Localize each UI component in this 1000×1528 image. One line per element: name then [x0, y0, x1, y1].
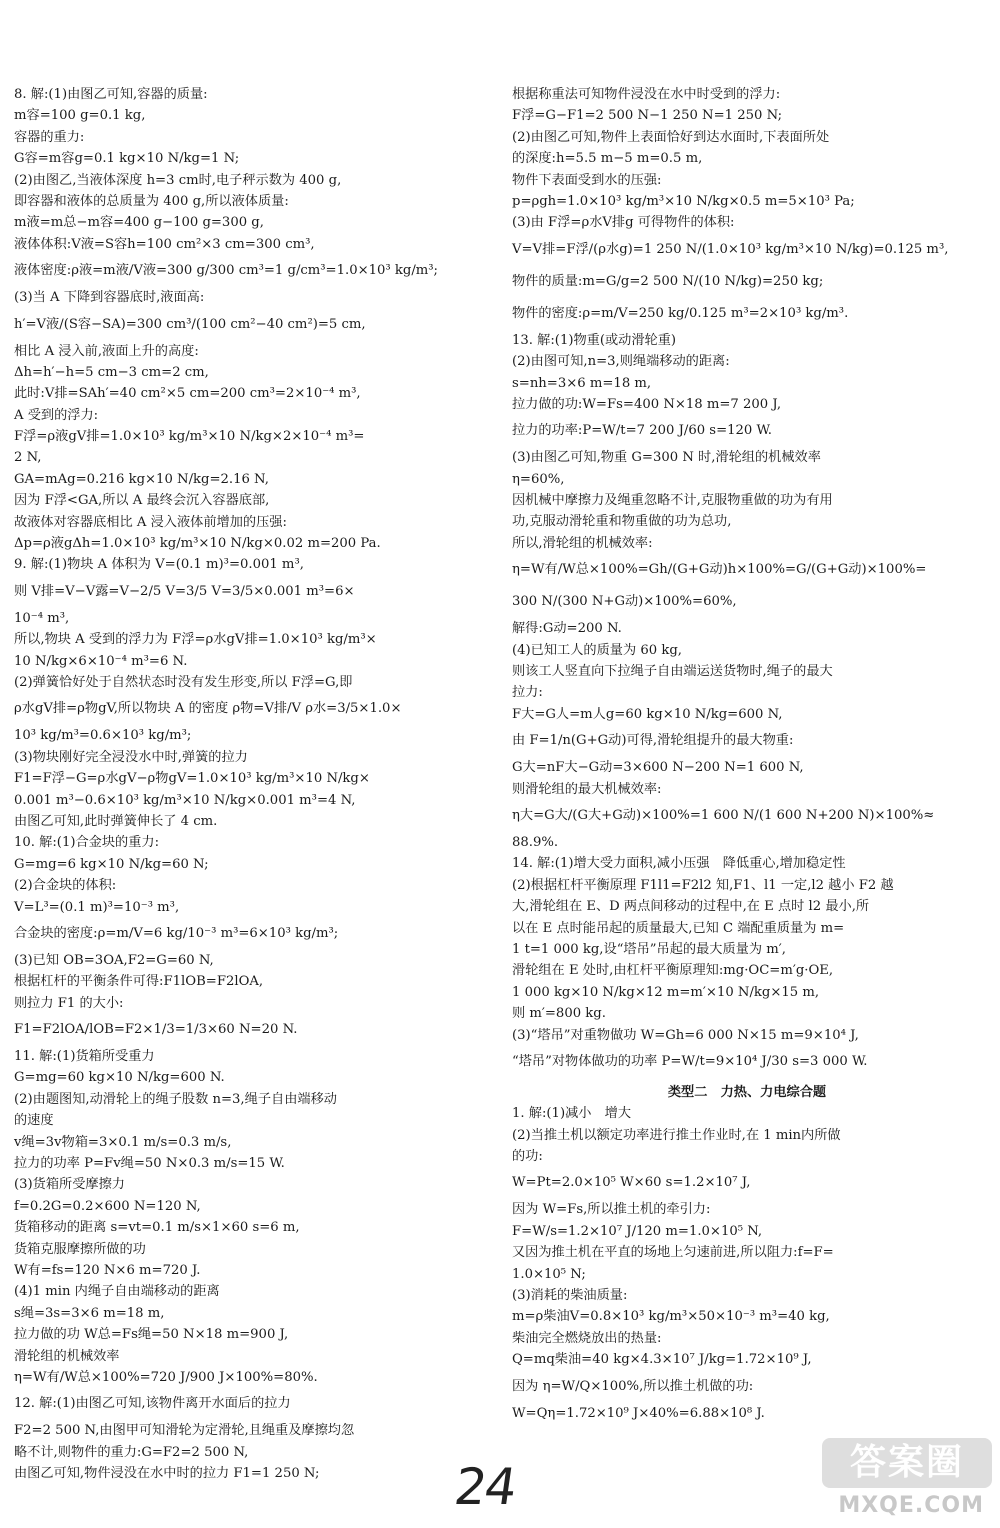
solution-line: v绳=3v物箱=3×0.1 m/s=0.3 m/s, [14, 1134, 232, 1150]
question-start-line: 8. 解:(1)由图乙可知,容器的质量: [14, 87, 208, 102]
solution-line: (3)由 F浮=ρ水V排g 可得物件的体积: [512, 215, 735, 231]
solution-line: ρ水gV排=ρ物gV,所以物块 A 的密度 ρ物=V排/V ρ水=3/5×1.0× [14, 701, 402, 717]
question-start-line: 1. 解:(1)减小 增大 [512, 1106, 632, 1122]
solution-line: h′=V液/(S容−SA)=300 cm³/(100 cm²−40 cm²)=5 cm, [14, 316, 366, 332]
solution-line: 类型二 力热、力电综合题 [667, 1084, 827, 1100]
solution-line: 则 m′=800 kg. [512, 1006, 606, 1022]
solution-line: 1 t=1 000 kg,设“塔吊”吊起的最大质量为 m′, [512, 941, 786, 957]
solution-line: G容=m容g=0.1 kg×10 N/kg=1 N; [14, 151, 240, 167]
solution-line: f=0.2G=0.2×600 N=120 N, [14, 1198, 201, 1214]
solution-line: 拉力做的功 W总=Fs绳=50 N×18 m=900 J, [14, 1327, 289, 1343]
watermark-url: MXQE.COM [838, 1493, 984, 1518]
solution-line: 相比 A 浸入前,液面上升的高度: [14, 343, 199, 359]
solution-line: 拉力的功率:P=W/t=7 200 J/60 s=120 W. [512, 423, 772, 439]
solution-line: 则 V排=V−V露=V−2/5 V=3/5 V=3/5×0.001 m³=6× [14, 583, 355, 599]
solution-line: (3)当 A 下降到容器底时,液面高: [14, 290, 205, 306]
solution-line: 10⁻⁴ m³, [14, 610, 70, 626]
solution-line: s=nh=3×6 m=18 m, [512, 375, 652, 391]
watermark-logo-text: 答案圈 [849, 1442, 964, 1483]
solution-line: Δh=h′−h=5 cm−3 cm=2 cm, [14, 364, 209, 380]
solution-line: m容=100 g=0.1 kg, [14, 108, 146, 124]
right-column [512, 84, 982, 1424]
question-start-line: 13. 解:(1)物重(或动滑轮重) [512, 332, 677, 348]
solution-line: (3)“塔吊”对重物做功 W=Gh=6 000 N×15 m=9×10⁴ J, [512, 1027, 859, 1043]
solution-line: 所以,滑轮组的机械效率: [512, 535, 653, 551]
solution-line: 则拉力 F1 的大小: [14, 995, 124, 1011]
solution-line: 容器的重力: [14, 129, 85, 145]
solution-line: 此时:V排=SAh′=40 cm²×5 cm=200 cm³=2×10⁻⁴ m³, [14, 386, 361, 402]
solution-line: (2)合金块的体积: [14, 878, 117, 894]
solution-line: (3)物块刚好完全浸没水中时,弹簧的拉力 [14, 749, 248, 765]
solution-line: 货箱移动的距离 s=vt=0.1 m/s×1×60 s=6 m, [14, 1220, 300, 1236]
solution-line: 物件的质量:m=G/g=2 500 N/(10 N/kg)=250 kg; [512, 273, 824, 289]
solution-line: (3)货箱所受摩擦力 [14, 1177, 125, 1193]
question-start-line: 12. 解:(1)由图乙可知,该物件离开水面后的拉力 [14, 1396, 291, 1412]
solution-line: (2)根据杠杆平衡原理 F1l1=F2l2 知,F1、l1 一定,l2 越小 F2 越 [512, 877, 894, 893]
watermark-logo [822, 1438, 992, 1518]
solution-line: 物件的密度:ρ=m/V=250 kg/0.125 m³=2×10³ kg/m³. [512, 305, 849, 321]
solution-line: (2)当推土机以额定功率进行推土作业时,在 1 min内所做 [512, 1127, 841, 1143]
solution-line: 根据称重法可知物件浸没在水中时受到的浮力: [512, 87, 781, 102]
solution-line: F1=F浮−G=ρ水gV−ρ物gV=1.0×10³ kg/m³×10 N/kg× [14, 771, 370, 787]
solution-line: η=W有/W总×100%=Gh/(G+G动)h×100%=G/(G+G动)×100%= [512, 562, 927, 578]
solution-line: V=V排=F浮/(ρ水g)=1 250 N/(1.0×10³ kg/m³×10 N/kg)=0.125 m³, [512, 241, 949, 257]
solution-line: 解得:G动=200 N. [512, 621, 622, 637]
solution-line: 拉力做的功:W=Fs=400 N×18 m=7 200 J, [512, 396, 782, 412]
solution-line: (2)由题图知,动滑轮上的绳子股数 n=3,绳子自由端移动 [14, 1091, 337, 1107]
solution-line: W有=fs=120 N×6 m=720 J. [14, 1262, 201, 1278]
solution-line: F大=G人=m人g=60 kg×10 N/kg=600 N, [512, 706, 783, 722]
solution-line: 的速度 [14, 1113, 54, 1129]
question-start-line: 14. 解:(1)增大受力面积,减小压强 降低重心,增加稳定性 [512, 856, 846, 872]
solution-line: 拉力的功率 P=Fv绳=50 N×0.3 m/s=15 W. [14, 1156, 285, 1172]
solution-line: G=mg=60 kg×10 N/kg=600 N. [14, 1070, 225, 1086]
solution-line: 以在 E 点时能吊起的质量最大,已知 C 端配重质量为 m= [512, 920, 845, 936]
solution-line: F2=2 500 N,由图甲可知滑轮为定滑轮,且绳重及摩擦均忽 [14, 1423, 355, 1439]
solution-line: s绳=3s=3×6 m=18 m, [14, 1305, 165, 1321]
solution-line: 功,克服动滑轮重和物重做的功为总功, [512, 514, 732, 530]
solution-line: 2 N, [14, 450, 42, 466]
solution-line: m液=m总−m容=400 g−100 g=300 g, [14, 215, 264, 231]
solution-line: p=ρgh=1.0×10³ kg/m³×10 N/kg×0.5 m=5×10³ Pa; [512, 193, 855, 209]
question-start-line: 9. 解:(1)物块 A 体积为 V=(0.1 m)³=0.001 m³, [14, 557, 304, 573]
solution-line: 10 N/kg×6×10⁻⁴ m³=6 N. [14, 653, 188, 669]
question-start-line: 10. 解:(1)合金块的重力: [14, 835, 160, 851]
solution-line: (2)弹簧恰好处于自然状态时没有发生形变,所以 F浮=G,即 [14, 674, 353, 690]
solution-line: 则该工人竖直向下拉绳子自由端运送货物时,绳子的最大 [512, 664, 833, 680]
solution-line: 滑轮组在 E 处时,由杠杆平衡原理知:mg·OC=m′g·OE, [512, 963, 834, 979]
question-start-line: 11. 解:(1)货箱所受重力 [14, 1049, 155, 1065]
solution-line: 液体密度:ρ液=m液/V液=300 g/300 cm³=1 g/cm³=1.0×10³ kg/m³; [14, 263, 439, 279]
solution-line: 货箱克服摩擦所做的功 [14, 1241, 146, 1257]
solution-line: 根据杠杆的平衡条件可得:F1lOB=F2lOA, [14, 974, 264, 990]
solution-line: η大=G大/(G大+G动)×100%=1 600 N/(1 600 N+200 N)×100%≈ [512, 807, 935, 823]
solution-line: 由图乙可知,物件浸没在水中时的拉力 F1=1 250 N; [14, 1466, 320, 1482]
solution-line: 略不计,则物件的重力:G=F2=2 500 N, [14, 1444, 249, 1460]
solution-line: V=L³=(0.1 m)³=10⁻³ m³, [14, 899, 180, 915]
solution-line: F=W/s=1.2×10⁷ J/120 m=1.0×10⁵ N, [512, 1223, 763, 1239]
solution-line: W=Qη=1.72×10⁹ J×40%=6.88×10⁸ J. [512, 1405, 765, 1421]
solution-line: 拉力: [512, 685, 543, 701]
solution-line: 因为 W=Fs,所以推土机的牵引力: [512, 1202, 711, 1218]
solution-line: 所以,物块 A 受到的浮力为 F浮=ρ水gV排=1.0×10³ kg/m³× [14, 632, 377, 648]
solution-line: 300 N/(300 N+G动)×100%=60%, [512, 594, 737, 610]
solution-line: W=Pt=2.0×10⁵ W×60 s=1.2×10⁷ J, [512, 1175, 751, 1191]
solution-line: 即容器和液体的总质量为 400 g,所以液体质量: [14, 193, 289, 209]
solution-line: (2)由图乙,当液体深度 h=3 cm时,电子秤示数为 400 g, [14, 172, 342, 188]
solution-line: G大=nF大−G动=3×600 N−200 N=1 600 N, [512, 760, 804, 776]
solution-line: F浮=G−F1=2 500 N−1 250 N=1 250 N; [512, 108, 783, 124]
solution-line: A 受到的浮力: [14, 407, 99, 423]
solution-line: “塔吊”对物体做功的功率 P=W/t=9×10⁴ J/30 s=3 000 W. [512, 1053, 868, 1069]
solution-line: 1 000 kg×10 N/kg×12 m=m′×10 N/kg×15 m, [512, 984, 820, 1000]
solution-line: 由图乙可知,此时弹簧伸长了 4 cm. [14, 813, 218, 829]
solution-line: (2)由图可知,n=3,则绳端移动的距离: [512, 354, 730, 370]
solution-line: (4)1 min 内绳子自由端移动的距离 [14, 1284, 220, 1300]
solution-line: η=60%, [512, 471, 565, 487]
watermark-badge [822, 1438, 992, 1488]
solution-line: (3)消耗的柴油质量: [512, 1288, 628, 1304]
solution-line: η=W有/W总×100%=720 J/900 J×100%=80%. [14, 1369, 318, 1385]
solution-line: 液体体积:V液=S容h=100 cm²×3 cm=300 cm³, [14, 236, 315, 252]
solution-line: (3)已知 OB=3OA,F2=G=60 N, [14, 952, 214, 968]
solution-line: 物件下表面受到水的压强: [512, 172, 662, 188]
solution-line: 的功: [512, 1149, 543, 1165]
page-number: 24 [450, 1458, 519, 1516]
solution-line: (2)由图乙可知,物件上表面恰好到达水面时,下表面所处 [512, 129, 830, 145]
solution-line: 10³ kg/m³=0.6×10³ kg/m³; [14, 728, 192, 744]
solution-line: 的深度:h=5.5 m−5 m=0.5 m, [512, 151, 703, 167]
solution-line: F浮=ρ液gV排=1.0×10³ kg/m³×10 N/kg×2×10⁻⁴ m³= [14, 429, 365, 445]
solution-line: 又因为推土机在平直的场地上匀速前进,所以阻力:f=F= [512, 1245, 834, 1261]
solution-line: F1=F2lOA/lOB=F2×1/3=1/3×60 N=20 N. [14, 1022, 298, 1038]
solution-line: 柴油完全燃烧放出的热量: [512, 1330, 662, 1346]
solution-line: 因为 F浮<GA,所以 A 最终会沉入容器底部, [14, 493, 270, 509]
solution-line: m=ρ柴油V=0.8×10³ kg/m³×50×10⁻³ m³=40 kg, [512, 1309, 830, 1325]
solution-line: 由 F=1/n(G+G动)可得,滑轮组提升的最大物重: [512, 733, 794, 749]
solution-line: 则滑轮组的最大机械效率: [512, 781, 662, 797]
solution-line: 88.9%. [512, 834, 559, 850]
solution-line: 0.001 m³−0.6×10³ kg/m³×10 N/kg×0.001 m³=4 N, [14, 792, 356, 808]
solution-line: 因机械中摩擦力及绳重忽略不计,克服物重做的功为有用 [512, 493, 833, 509]
solution-line: (3)由图乙可知,物重 G=300 N 时,滑轮组的机械效率 [512, 450, 821, 466]
solution-line: Δp=ρ液gΔh=1.0×10³ kg/m³×10 N/kg×0.02 m=200 Pa. [14, 536, 381, 552]
solution-line: 滑轮组的机械效率 [14, 1348, 120, 1364]
solution-line: 故液体对容器底相比 A 浸入液体前增加的压强: [14, 514, 287, 530]
solution-line: 因为 η=W/Q×100%,所以推土机做的功: [512, 1378, 754, 1394]
solution-line: GA=mAg=0.216 kg×10 N/kg=2.16 N, [14, 471, 269, 487]
left-column [14, 84, 474, 1484]
solution-line: 合金块的密度:ρ=m/V=6 kg/10⁻³ m³=6×10³ kg/m³; [14, 925, 339, 941]
solution-line: Q=mq柴油=40 kg×4.3×10⁷ J/kg=1.72×10⁹ J, [512, 1352, 812, 1368]
solution-line: (4)已知工人的质量为 60 kg, [512, 642, 682, 658]
solution-line: 大,滑轮组在 E、D 两点间移动的过程中,在 E 点时 l2 最小,所 [512, 899, 870, 915]
solution-line: 1.0×10⁵ N; [512, 1266, 586, 1282]
solution-line: G=mg=6 kg×10 N/kg=60 N; [14, 856, 209, 872]
